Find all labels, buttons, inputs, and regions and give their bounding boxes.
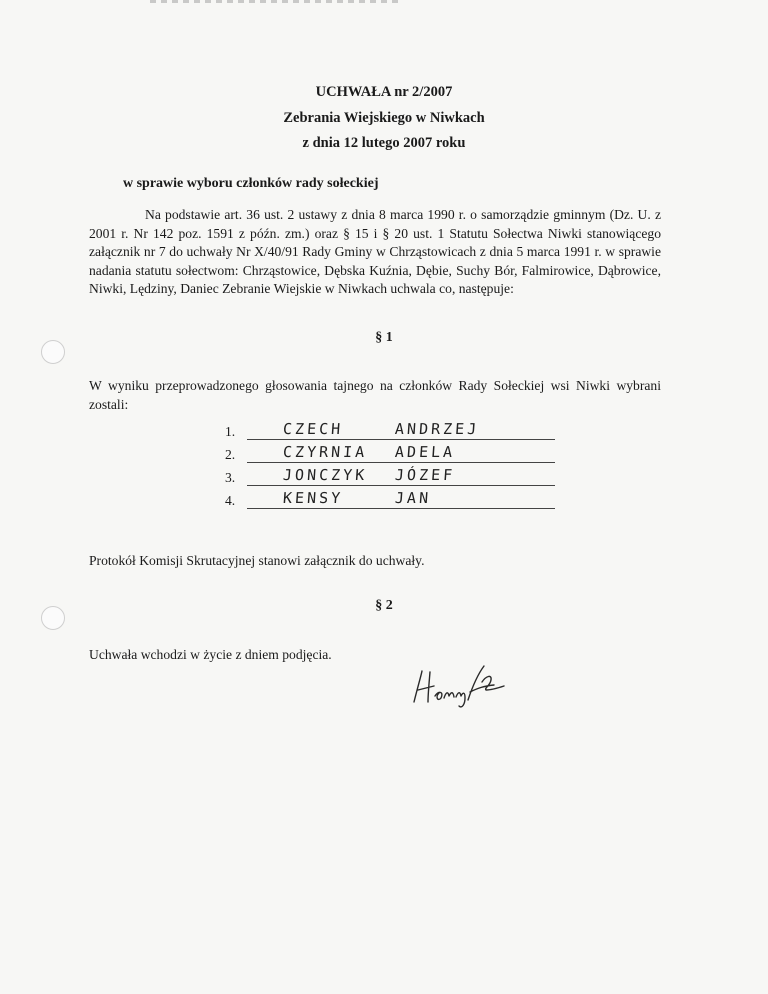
resolution-subject: w sprawie wyboru członków rady sołeckiej bbox=[123, 176, 379, 191]
resolution-date: z dnia 12 lutego 2007 roku bbox=[302, 135, 466, 151]
preamble-text: Na podstawie art. 36 ust. 2 ustawy z dnia 8 marca 1990 r. o samorządzie gminnym (Dz. U. z 2001 r. Nr 142 poz. 1591 z późn. zm.) oraz § 15 i § 20 ust. 1 Statutu Sołectwa Niwki stanowiącego załącznik nr 7 do uchwały Nr X/40/91 Rady Gminy w Chrząstowicach z dnia 5 marca 1991 r. w sprawie nadania statutu sołectwom: Chrząstowice, Dębska Kuźnia, Dębie, Suchy Bór, Falmirowice, Dąbrowice, Niwki, Lędziny, Daniec Zebranie Wiejskie w Niwkach uchwala co, następuje: bbox=[89, 207, 661, 296]
protocol-note: Protokół Komisji Skrutacyjnej stanowi załącznik do uchwały. bbox=[89, 553, 425, 568]
member-number: 4. bbox=[225, 493, 236, 508]
resolution-title: UCHWAŁA nr 2/2007 bbox=[315, 84, 453, 100]
member-first-name: ANDRZEJ bbox=[394, 420, 480, 438]
member-last-name: CZYRNIA bbox=[282, 443, 368, 461]
signature bbox=[408, 662, 508, 712]
section-2-mark: § 2 bbox=[375, 598, 393, 613]
fill-line bbox=[247, 508, 555, 509]
member-first-name: JÓZEF bbox=[394, 466, 456, 484]
members-list bbox=[225, 420, 555, 512]
scan-artifact bbox=[150, 0, 400, 3]
member-last-name: JONCZYK bbox=[282, 466, 368, 484]
list-item bbox=[225, 489, 555, 512]
member-number: 2. bbox=[225, 447, 236, 462]
preamble-paragraph bbox=[89, 206, 661, 299]
effective-clause: Uchwała wchodzi w życie z dniem podjęcia. bbox=[89, 647, 332, 662]
election-intro: W wyniku przeprowadzonego głosowania tajnego na członków Rady Sołeckiej wsi Niwki wybrani zostali: bbox=[89, 378, 661, 412]
member-last-name: KENSY bbox=[282, 489, 344, 507]
member-number: 1. bbox=[225, 424, 236, 439]
fill-line bbox=[247, 439, 555, 440]
member-first-name: JAN bbox=[394, 489, 432, 507]
section-1-mark: § 1 bbox=[375, 330, 393, 345]
fill-line bbox=[247, 462, 555, 463]
member-first-name: ADELA bbox=[394, 443, 456, 461]
list-item bbox=[225, 443, 555, 466]
member-last-name: CZECH bbox=[282, 420, 344, 438]
list-item bbox=[225, 466, 555, 489]
fill-line bbox=[247, 485, 555, 486]
list-item bbox=[225, 420, 555, 443]
member-number: 3. bbox=[225, 470, 236, 485]
resolution-body: Zebrania Wiejskiego w Niwkach bbox=[283, 110, 485, 126]
